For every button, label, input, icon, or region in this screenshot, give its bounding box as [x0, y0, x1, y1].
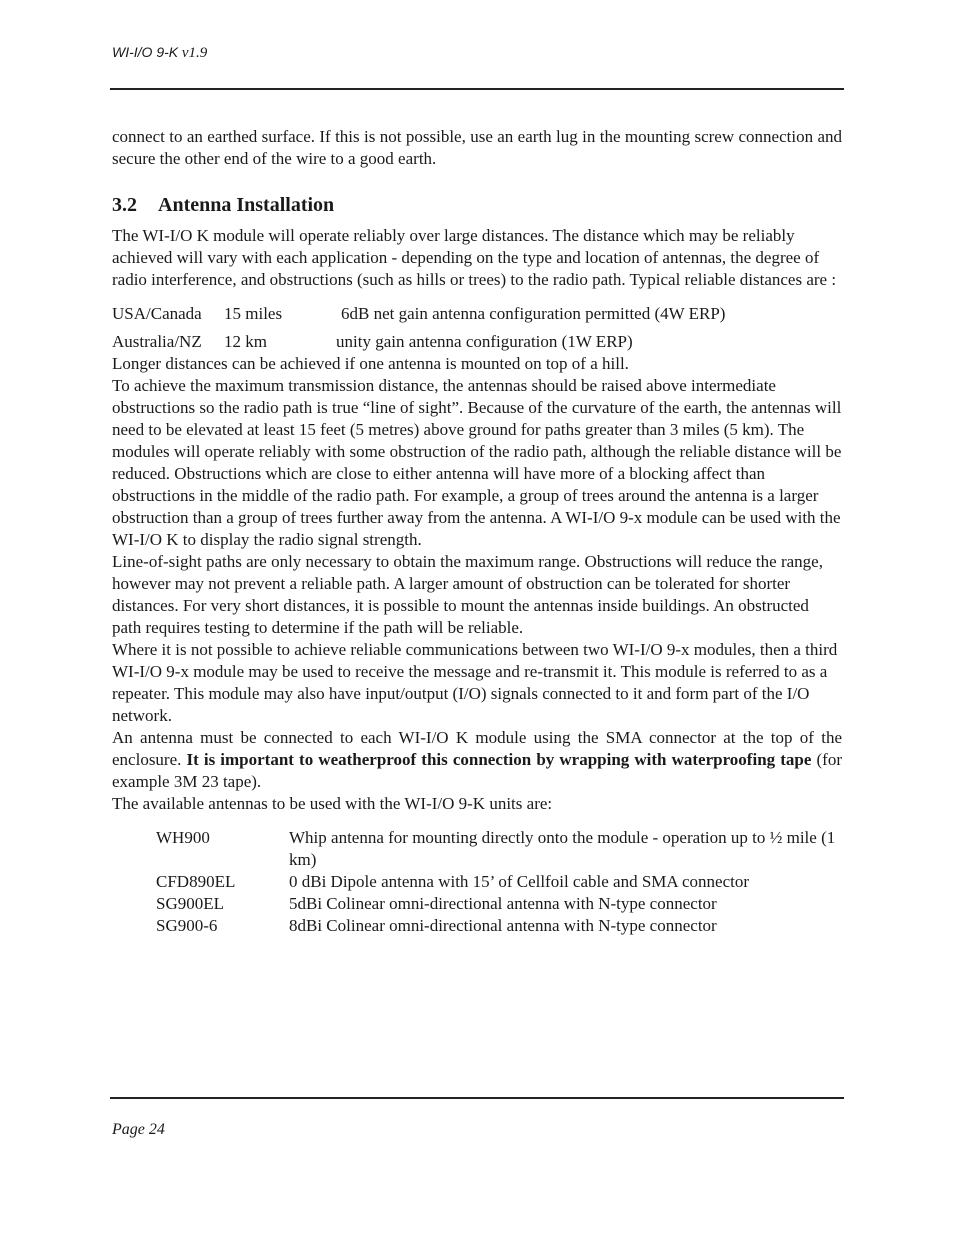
intro-paragraph: connect to an earthed surface. If this is not possible, use an earth lug in the mounting screw connection and secure the other end of the wire to a good earth.: [112, 127, 842, 168]
list-item: [156, 827, 842, 871]
weatherproof-text: An antenna must be connected to each WI-I/O K module using the SMA connector at the top of the enclosure.: [112, 728, 842, 769]
paragraph-line-of-sight: To achieve the maximum transmission distance, the antennas should be raised above intermediate obstructions so the radio path is true “line of sight”. Because of the curvature of the earth, the antennas will need to be elevated at least 15 feet (5 metres) above ground for paths greater than 3 miles (5 km). The modules will operate reliably with some obstruction of the radio path, although the reliable distance will be reduced. Obstructions which are close to either antenna will have more of a blocking affect than obstructions in the middle of the radio path. For example, a group of trees around the antenna is a larger obstruction than a group of trees further away from the antenna. A WI-I/O 9-x module can be used with the WI-I/O K to display the radio signal strength.: [112, 376, 842, 549]
paragraph-obstructions: Line-of-sight paths are only necessary to obtain the maximum range. Obstructions will reduce the range, however may not prevent a reliable path. A larger amount of obstruction can be tolerated for shorter distances. For very short distances, it is possible to mount the antennas inside buildings. An obstructed path requires testing to determine if the path will be reliable.: [112, 552, 823, 637]
antennas-intro: The available antennas to be used with the WI-I/O 9-K units are:: [112, 794, 553, 813]
paragraph-repeater: Where it is not possible to achieve reliable communications between two WI-I/O 9-x modules, then a third WI-I/O 9-x module may be used to receive the message and re-transmit it. This module is referred to as a repeater. This module may also have input/output (I/O) signals connected to it and form part of the I/O network.: [112, 640, 838, 725]
running-header: [112, 44, 207, 62]
antenna-model: SG900EL: [156, 894, 224, 913]
paragraph-distances-intro: The WI-I/O K module will operate reliably over large distances. The distance which may be reliably achieved will vary with each application - depending on the type and location of antennas, the degree of radio interference, and obstructions (such as hills or trees) to the radio path. Typical reliable distances are :: [112, 226, 837, 289]
distance-config: unity gain antenna configuration (1W ERP): [336, 332, 633, 351]
longer-distance-note: Longer distances can be achieved if one antenna is mounted on top of a hill.: [112, 354, 629, 373]
distance-region: USA/Canada: [112, 304, 202, 323]
list-item: [156, 915, 842, 937]
header-title: WI-I/O 9-K: [112, 44, 179, 60]
distance-value: 12 km: [224, 332, 267, 351]
distance-row: [112, 303, 842, 325]
distance-config: 6dB net gain antenna configuration permitted (4W ERP): [341, 304, 726, 323]
weatherproof-example: (for example 3M 23 tape).: [112, 750, 842, 791]
weatherproof-warning: It is important to weatherproof this connection by wrapping with waterproofing tape: [186, 750, 812, 769]
section-number: 3.2: [112, 194, 137, 216]
distance-region: Australia/NZ: [112, 332, 202, 351]
antenna-description: 0 dBi Dipole antenna with 15’ of Cellfoil cable and SMA connector: [289, 872, 749, 891]
header-rule: [110, 88, 844, 90]
antenna-description: 8dBi Colinear omni-directional antenna with N-type connector: [289, 916, 717, 935]
distance-row: [112, 331, 842, 353]
list-item: [156, 871, 842, 893]
list-item: [156, 893, 842, 915]
page-body: [112, 126, 842, 937]
paragraph-weatherproof: [112, 727, 842, 793]
distance-value: 15 miles: [224, 304, 283, 323]
footer-rule: [110, 1097, 844, 1099]
header-version: v1.9: [181, 45, 208, 61]
section-title: Antenna Installation: [158, 194, 335, 216]
page-number: Page 24: [112, 1121, 165, 1138]
antenna-model: WH900: [156, 828, 210, 847]
section-heading: [112, 193, 842, 217]
antenna-model: SG900-6: [156, 916, 218, 935]
antenna-list: [156, 827, 842, 937]
antenna-description: 5dBi Colinear omni-directional antenna with N-type connector: [289, 894, 717, 913]
antenna-model: CFD890EL: [156, 872, 236, 891]
antenna-description: Whip antenna for mounting directly onto the module - operation up to ½ mile (1 km): [289, 828, 836, 869]
